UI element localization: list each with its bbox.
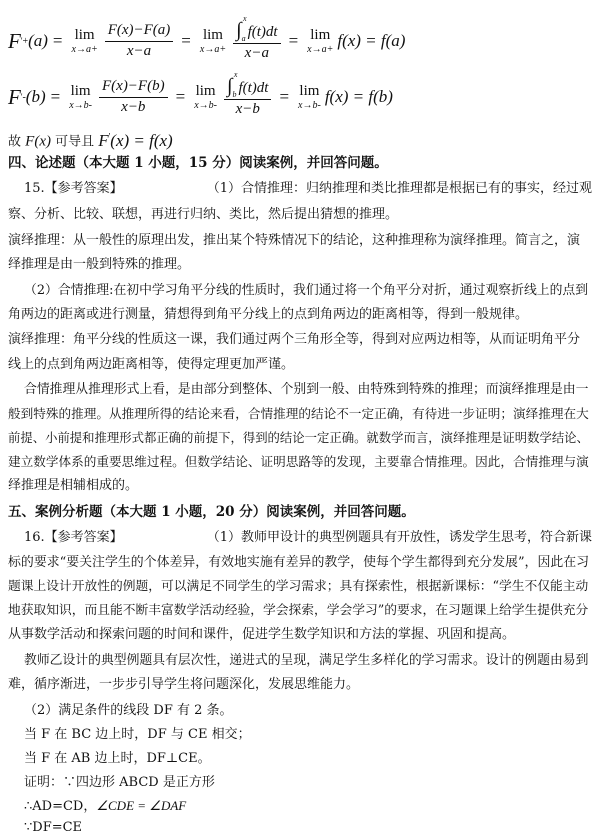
paragraph-line: 演绎推理：从一般性的原理出发，推出某个特殊情况下的结论，这种推理称为演绎推理。简言之，演 xyxy=(8,233,581,248)
formula-left-derivative: F ' - (b) = lim x→b- $\frac{F(x)-F(b)}{x-b}$ = lim x→b- ∫ x b f(t)dt x−b = lim x→b- f(x) = f(b) xyxy=(8,70,393,118)
derivative-conclusion: 故 F(x) 可导且 F'(x) = f(x) xyxy=(8,130,173,150)
paragraph-line: 合情推理从推理形式上看，是由部分到整体、个别到一般、由特殊到特殊的推理；而演绎推理是由一 xyxy=(24,382,589,397)
paragraph-line: 察、分析、比较、联想，再进行归纳、类比，然后提出猜想的推理。 xyxy=(8,207,399,222)
difference-quotient: $\frac{F(x)-F(a)}{x-a}$ xyxy=(105,23,174,60)
integral-quotient: ∫ x b f(t)dt x−b xyxy=(224,76,271,118)
paragraph-line: 建立数学体系的重要思维过程。但数学结论、证明思路等的发现，主要靠合情推理。因此，合情推理与演 xyxy=(8,454,589,469)
q15-text: （1）合情推理：归纳推理和类比推理都是根据已有的事实，经过观 xyxy=(206,181,592,196)
q16-text: （1）教师甲设计的典型例题具有开放性，诱发学生思考，符合新课 xyxy=(206,530,592,545)
q15-label: 15.【参考答案】 xyxy=(24,181,123,196)
q15-first-line xyxy=(24,179,592,199)
paragraph-line: 线上的点到角两边距离相等，使得定理更加严谨。 xyxy=(8,357,295,372)
limit-1: lim x→a+ xyxy=(71,26,98,55)
proof-line: ∵DF=CE xyxy=(24,820,83,835)
section5-heading: 五、案例分析题（本大题 1 小题，20 分）阅读案例，并回答问题。 xyxy=(8,504,415,520)
paragraph-line: 标的要求“要关注学生的个体差异，有效地实施有差异的教学，使每个学生都得到充分发展”，因此在习 xyxy=(8,555,590,570)
case2-line: 当 F 在 AB 边上时，DF⊥CE。 xyxy=(24,751,211,766)
paragraph-line: 题课上设计开放性的例题，可以满足不同学生的学习需求；具有探索性，根据新课标：“学生不仅能主动 xyxy=(8,579,589,594)
formula-right-derivative: F ' + (a) = lim x→a+ $\frac{F(x)-F(a)}{x-a}$ = lim x→a+ ∫ x a f(t)dt x−a = lim x→a+ f(x) = f(a) xyxy=(8,14,406,62)
proof-line: 证明：∵四边形 ABCD 是正方形 xyxy=(24,775,215,790)
case1-line: 当 F 在 BC 边上时，DF 与 CE 相交； xyxy=(24,727,251,742)
limit-2: lim x→b- xyxy=(194,82,217,111)
integral-quotient: ∫ x a f(t)dt x−a xyxy=(233,20,280,62)
paragraph-line: 角两边的距离或进行测量，猜想得到角平分线上的点到角两边的距离相等，得到一般规律。 xyxy=(8,307,529,322)
paragraph-line: 难，循序渐进，一步步引导学生将问题深化，发展思维能力。 xyxy=(8,677,360,692)
paragraph-line: 绎推理是相辅相成的。 xyxy=(8,478,139,493)
paragraph-line: 绎推理是由一般到特殊的推理。 xyxy=(8,257,191,272)
section4-heading: 四、论述题（本大题 1 小题，15 分）阅读案例，并回答问题。 xyxy=(8,155,388,171)
formula2-tail: f(x) = f(b) xyxy=(324,87,393,106)
paragraph-line: 从事数学活动和探索问题的时间和课件，促进学生数学知识和方法的掌握、巩固和提高。 xyxy=(8,627,516,642)
paragraph-line: 地获取知识，而且能不断丰富数学活动经验，学会探索，学会学习”的要求，在习题课上给学生提供充分 xyxy=(8,603,589,618)
paragraph-line: 演绎推理：角平分线的性质这一课，我们通过两个三角形全等，得到对应两边相等，从而证明角平分 xyxy=(8,332,581,347)
limit-1: lim x→b- xyxy=(69,82,92,111)
q16-first-line xyxy=(24,528,592,548)
q16-label: 16.【参考答案】 xyxy=(24,530,123,545)
paragraph-line: 般到特殊的推理。从推理所得的结论来看，合情推理的结论不一定正确，有待进一步证明；演绎推理在大 xyxy=(8,406,589,421)
difference-quotient: $\frac{F(x)-F(b)}{x-b}$ xyxy=(99,79,168,116)
formula1-tail: f(x) = f(a) xyxy=(337,31,406,50)
formula2-lhs: F xyxy=(8,84,21,109)
part2-line: （2）满足条件的线段 DF 有 2 条。 xyxy=(24,703,233,718)
paragraph-line: （2）合情推理:在初中学习角平分线的性质时，我们通过将一个角平分对折，通过观察折线上的点到 xyxy=(24,283,589,298)
proof-line: ∴AD=CD，∠CDE = ∠DAF xyxy=(24,798,187,814)
limit-3: lim x→b- xyxy=(298,82,321,111)
limit-2: lim x→a+ xyxy=(199,26,227,55)
paragraph-line: 教师乙设计的典型例题具有层次性，递进式的呈现，满足学生多样化的学习需求。设计的例题由易到 xyxy=(24,653,589,668)
integral-sign: ∫ x b xyxy=(226,70,238,99)
formula1-lhs: F xyxy=(8,28,21,53)
limit-3: lim x→a+ xyxy=(307,26,334,55)
paragraph-line: 前提、小前提和推理形式都正确的前提下，得到的结论一定正确。就数学而言，演绎推理是证明数学结论、 xyxy=(8,431,589,445)
integral-sign: ∫ x a xyxy=(236,14,247,43)
